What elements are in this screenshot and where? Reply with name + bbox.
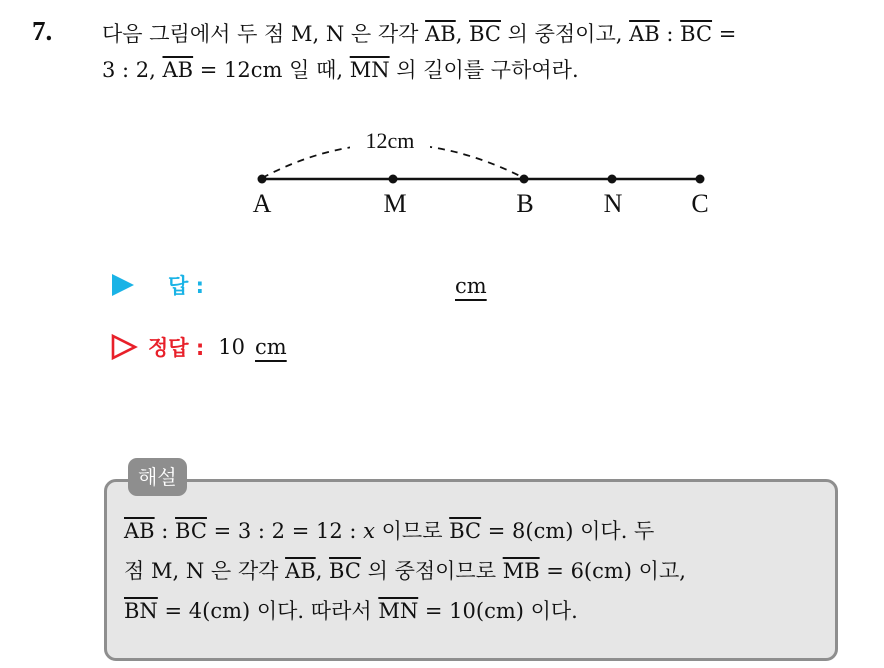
text-run: 점 M, N 은 각각	[124, 559, 286, 583]
text-run: :	[659, 22, 681, 46]
answer-row	[110, 270, 204, 300]
text-run: = 10(cm) 이다.	[418, 599, 578, 623]
text-run: 이므로	[374, 519, 450, 543]
text-run: 3 : 2,	[102, 58, 163, 82]
point-b	[516, 175, 533, 219]
correct-answer-row	[110, 332, 287, 362]
point-label: N	[603, 189, 623, 218]
text-run: = 6(cm) 이고,	[539, 559, 686, 583]
point-dot	[389, 175, 398, 184]
text-run: :	[154, 519, 176, 543]
answer-blank-unit: cm	[455, 274, 487, 298]
point-dot	[258, 175, 267, 184]
text-group	[124, 511, 654, 551]
point-label: M	[383, 189, 407, 218]
variable-x: x	[363, 519, 375, 543]
segment-ab: $\overline{AB}$	[629, 22, 660, 46]
point-n	[604, 175, 623, 219]
segment-bn: $\overline{BN}$	[124, 599, 158, 623]
arrow-shape	[113, 336, 135, 358]
segment-ab: $\overline{AB}$	[285, 559, 316, 583]
point-label: C	[691, 189, 709, 218]
arc-label: 12cm	[365, 128, 415, 153]
correct-answer-label: 정답 :	[148, 336, 205, 360]
segment-ab: $\overline{AB}$	[124, 519, 155, 543]
text-run: = 12cm 일 때,	[193, 58, 350, 82]
segment-bc: $\overline{BC}$	[329, 559, 361, 583]
play-arrow-icon	[110, 272, 136, 298]
text-run: 다음 그림에서 두 점 M, N 은 각각	[102, 22, 426, 46]
point-label: B	[516, 189, 534, 218]
segment-ab: $\overline{AB}$	[425, 22, 456, 46]
text-run: ,	[455, 22, 470, 46]
arrow-shape	[112, 274, 134, 296]
segment-ab: $\overline{AB}$	[162, 58, 194, 82]
segment-bc: $\overline{BC}$	[469, 22, 501, 46]
correct-answer-value: 10	[218, 335, 246, 359]
question-number: 7.	[32, 16, 53, 46]
text-run: = 4(cm) 이다. 따라서	[157, 599, 379, 623]
segment-bc: $\overline{BC}$	[175, 519, 207, 543]
text-run: = 3 : 2 = 12 :	[206, 519, 364, 543]
explanation-tag: 해설	[128, 458, 187, 496]
point-label: A	[252, 189, 272, 218]
answer-label: 답 :	[168, 274, 204, 298]
text-run: 의 중점이고,	[500, 22, 630, 46]
explanation-line-1	[124, 511, 824, 551]
segment-bc: $\overline{BC}$	[449, 519, 482, 543]
outline-triangle-arrow-icon	[110, 333, 138, 361]
point-dot	[520, 175, 529, 184]
text-run: ,	[315, 559, 330, 583]
point-c	[691, 175, 708, 219]
explanation-text	[124, 511, 824, 631]
segment-mb: $\overline{MB}$	[502, 559, 540, 583]
segment-mn: $\overline{MN}$	[349, 58, 390, 82]
segment-mn: $\overline{MN}$	[378, 599, 419, 623]
segment-bc: $\overline{BC}$	[680, 22, 713, 46]
explanation-line-3	[124, 591, 824, 631]
text-run: 의 중점이므로	[360, 559, 503, 583]
text-run: 의 길이를 구하여라.	[389, 58, 579, 82]
text-run: = 8(cm) 이다. 두	[481, 519, 655, 543]
segment-figure	[0, 0, 884, 250]
point-dot	[608, 175, 617, 184]
text-run: =	[712, 22, 737, 46]
correct-answer-unit: cm	[255, 335, 287, 359]
explanation-line-2	[124, 551, 824, 591]
point-m	[383, 175, 406, 219]
point-a	[253, 175, 272, 219]
point-dot	[696, 175, 705, 184]
